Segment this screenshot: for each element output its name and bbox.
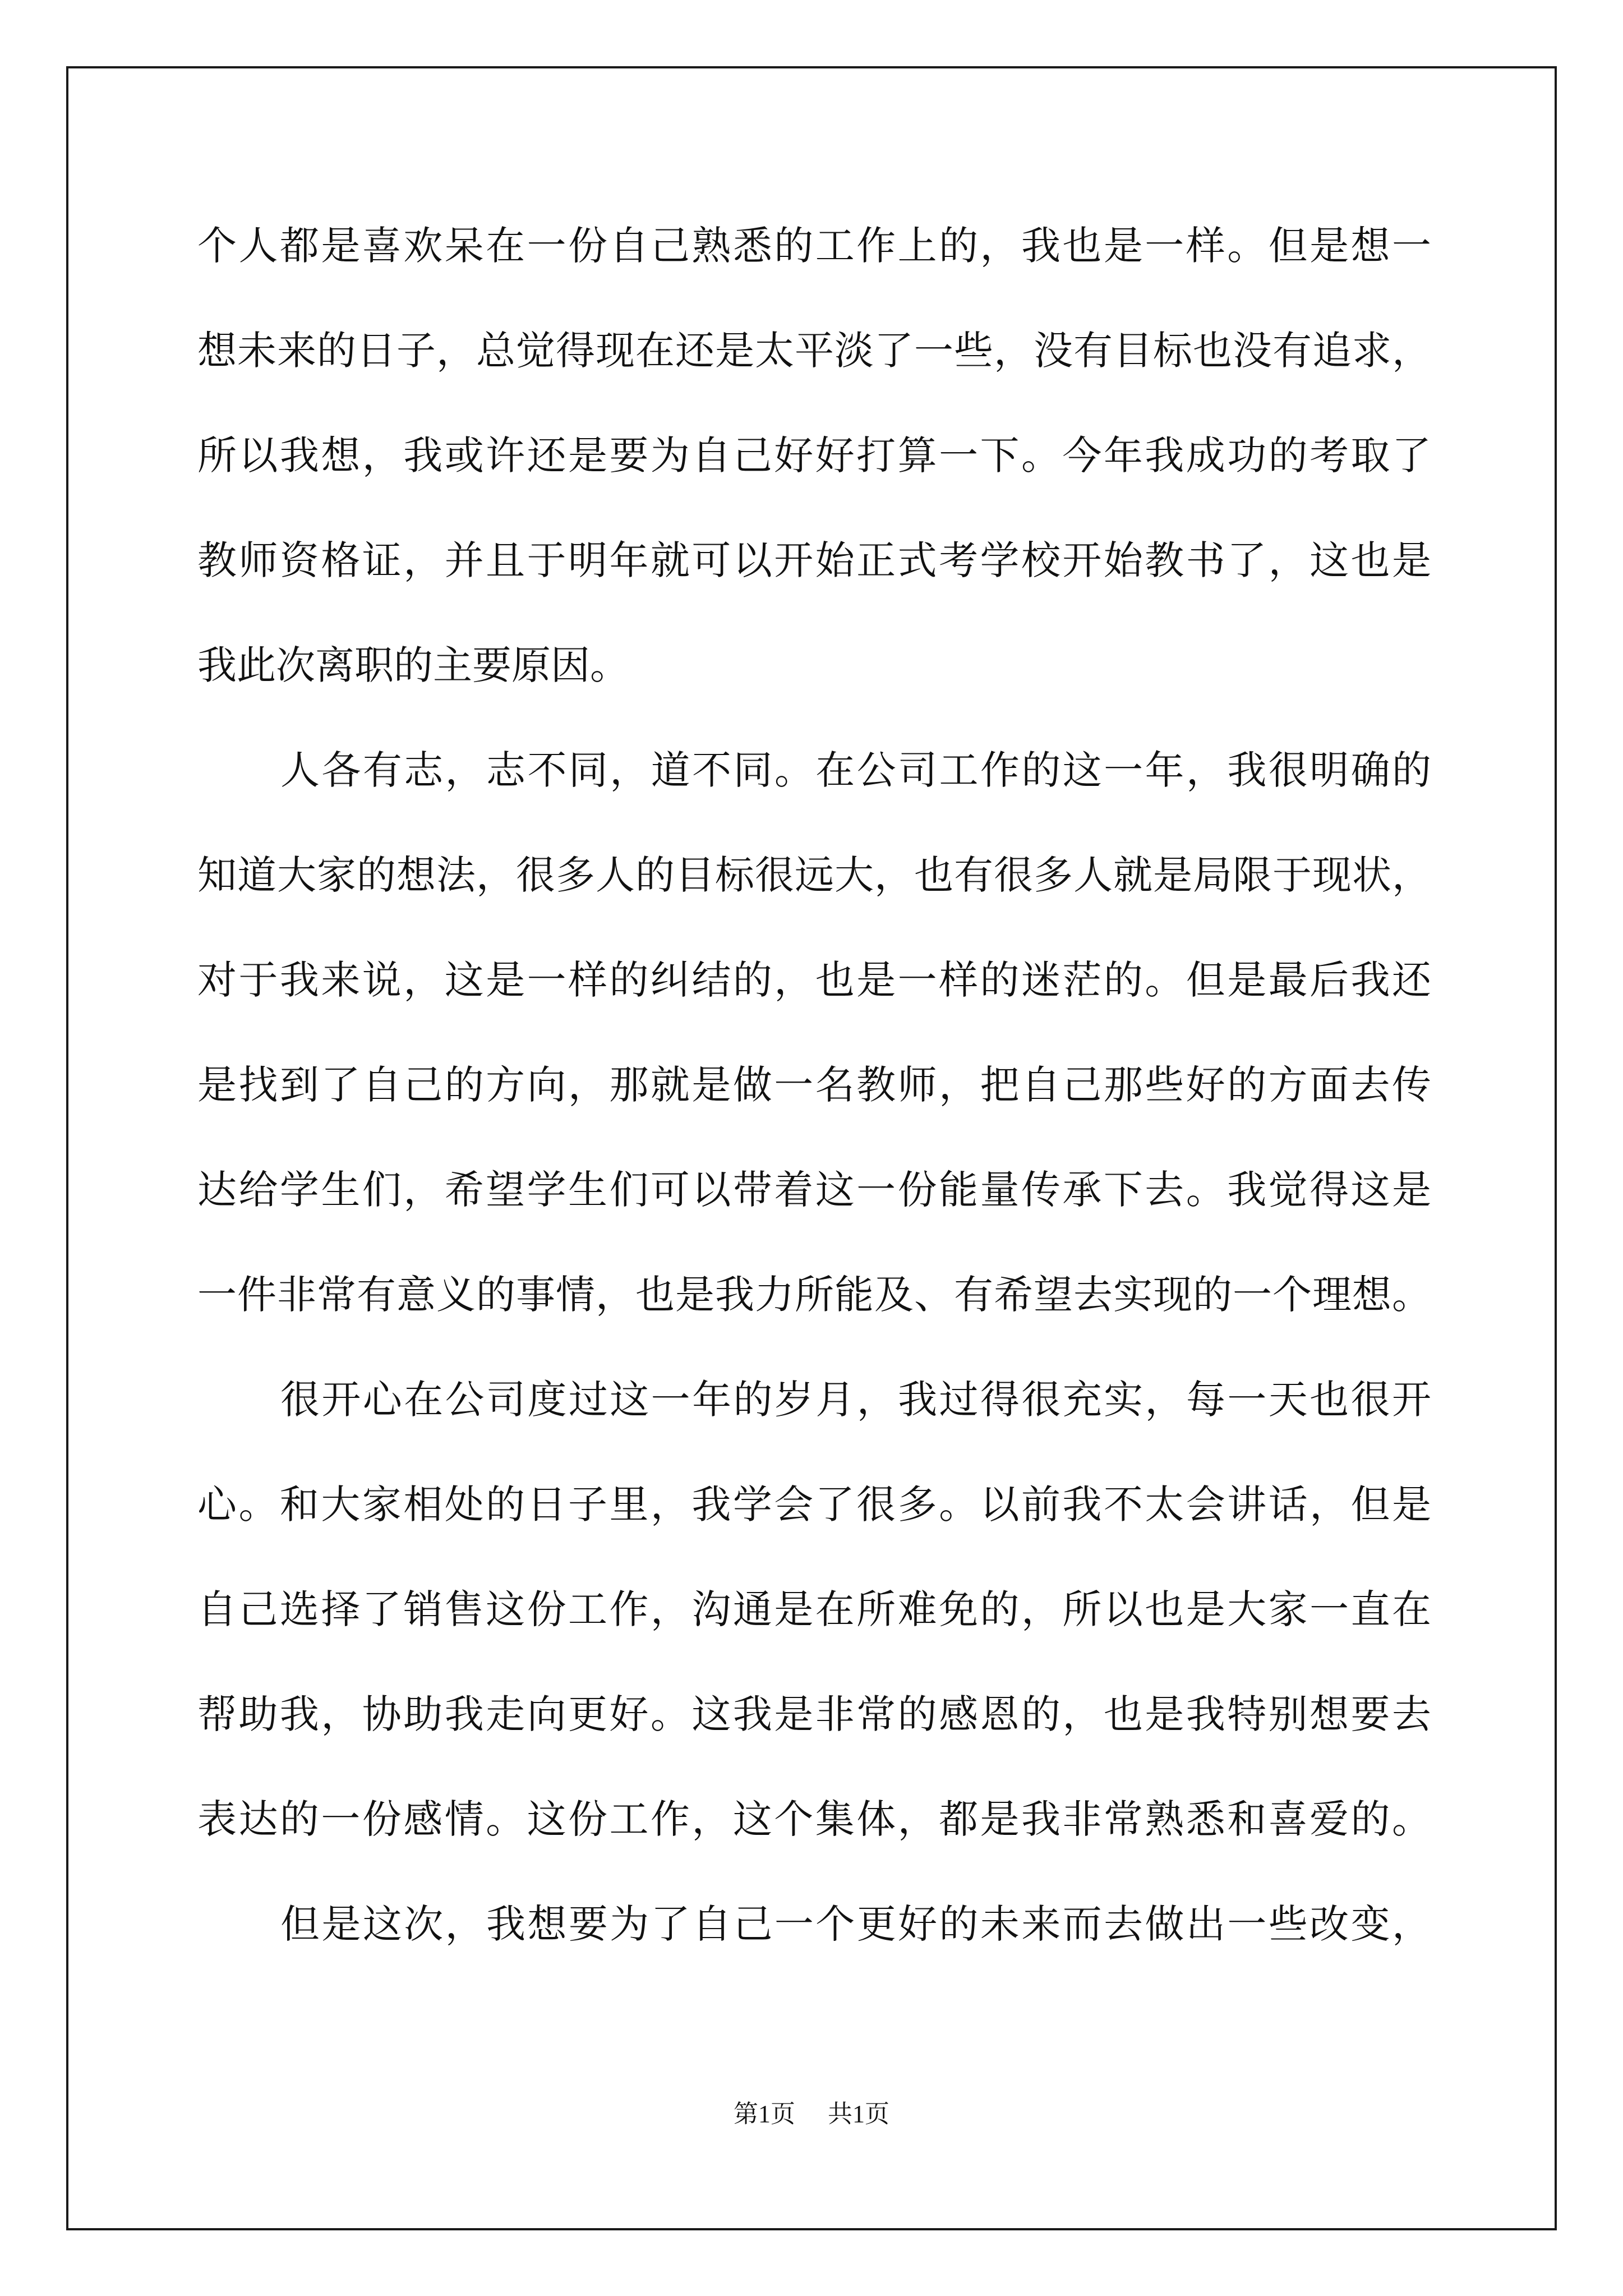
text-line: 我此次离职的主要原因。 (197, 642, 629, 688)
text-line: 知道大家的想法，很多人的目标很远大，也有很多人就是局限于现状， (197, 852, 1431, 898)
text-line: 想未来的日子，总觉得现在还是太平淡了一些，没有目标也没有追求， (197, 328, 1431, 374)
text-line: 达给学生们，希望学生们可以带着这一份能量传承下去。我觉得这是 (197, 1167, 1431, 1213)
text-line: 教师资格证，并且于明年就可以开始正式考学校开始教书了，这也是 (197, 537, 1431, 583)
text-line: 对于我来说，这是一样的纠结的，也是一样的迷茫的。但是最后我还 (197, 957, 1431, 1003)
text-line: 心。和大家相处的日子里，我学会了很多。以前我不太会讲话，但是 (197, 1481, 1431, 1527)
document-body (197, 212, 1431, 1995)
text-line: 所以我想，我或许还是要为自己好好打算一下。今年我成功的考取了 (197, 432, 1431, 478)
text-line: 一件非常有意义的事情，也是我力所能及、有希望去实现的一个理想。 (197, 1272, 1431, 1318)
page-number-total: 共1页 (828, 2100, 889, 2128)
paragraph-first-line: 很开心在公司度过这一年的岁月，我过得很充实，每一天也很开 (280, 1377, 1431, 1423)
paragraph-first-line: 人各有志，志不同，道不同。在公司工作的这一年，我很明确的 (280, 747, 1431, 793)
text-line: 自己选择了销售这份工作，沟通是在所难免的，所以也是大家一直在 (197, 1586, 1431, 1632)
page-number-current: 第1页 (734, 2100, 795, 2128)
text-line: 是找到了自己的方向，那就是做一名教师，把自己那些好的方面去传 (197, 1062, 1431, 1108)
text-line: 表达的一份感情。这份工作，这个集体，都是我非常熟悉和喜爱的。 (197, 1796, 1431, 1842)
paragraph-first-line: 但是这次，我想要为了自己一个更好的未来而去做出一些改变， (280, 1901, 1431, 1947)
text-line: 帮助我，协助我走向更好。这我是非常的感恩的，也是我特别想要去 (197, 1691, 1431, 1737)
page-footer (0, 2093, 1623, 2129)
text-line: 个人都是喜欢呆在一份自己熟悉的工作上的，我也是一样。但是想一 (197, 223, 1431, 269)
